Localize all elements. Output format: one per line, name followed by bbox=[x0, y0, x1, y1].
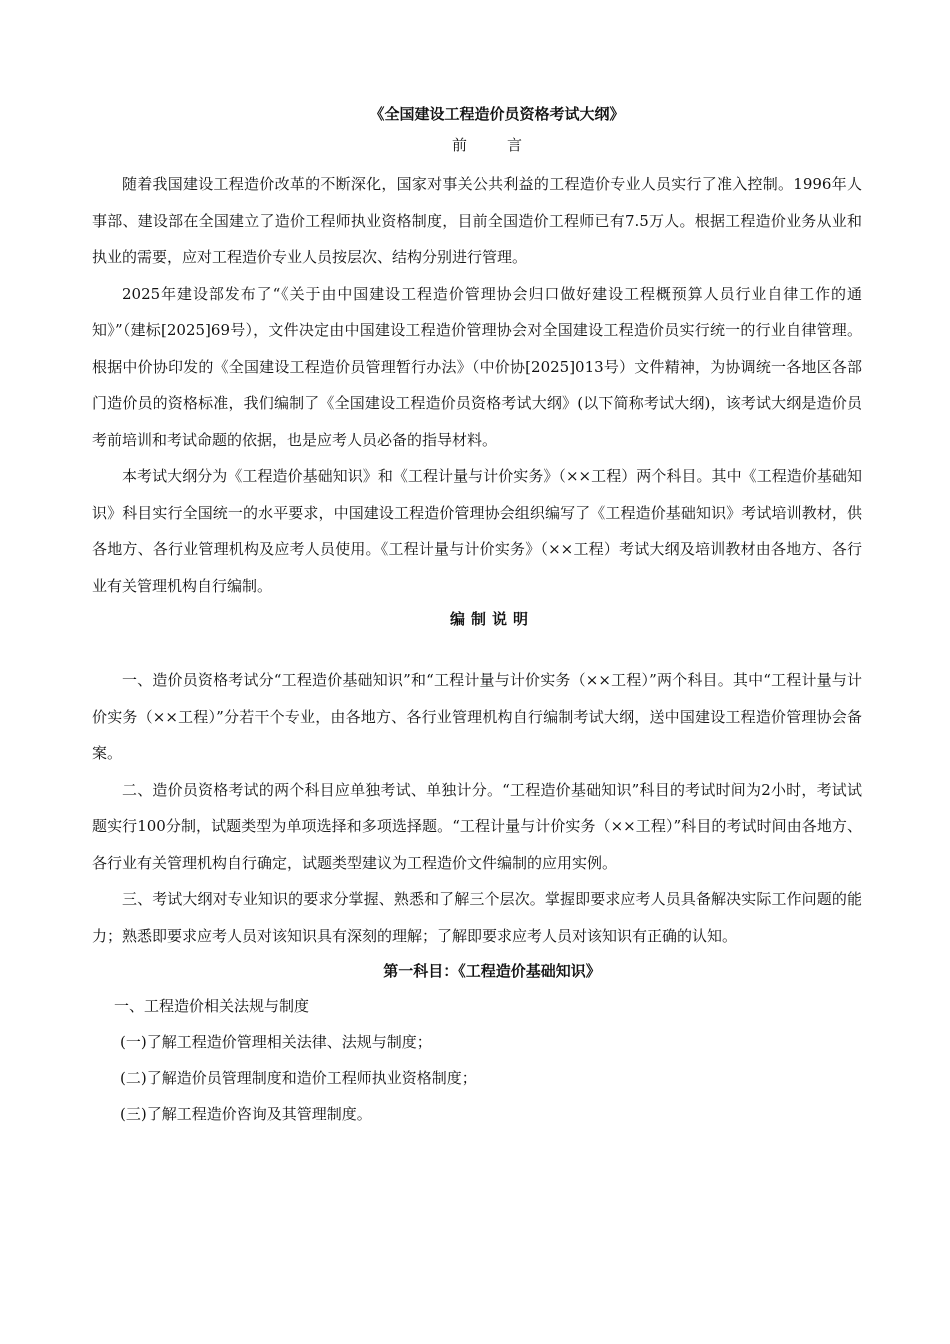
notes-paragraph: 一、造价员资格考试分“工程造价基础知识”和“工程计量与计价实务（××工程）”两个科目。其中“工程计量与计价实务（××工程）”分若干个专业，由各地方、各行业管理机构自行编制考试大纲，送中国建设工程造价管理协会备案。 bbox=[92, 671, 862, 762]
notes-paragraph: 二、造价员资格考试的两个科目应单独考试、单独计分。“工程造价基础知识”科目的考试时间为2小时，考试试题实行100分制，试题类型为单项选择和多项选择题。“工程计量与计价实务（××工程）”科目的考试时间由各地方、各行业有关管理机构自行确定，试题类型建议为工程造价文件编制的应用实例。 bbox=[92, 780, 862, 872]
document-title: 《全国建设工程造价员资格考试大纲》 bbox=[369, 105, 625, 123]
outline-item: (三)了解工程造价咨询及其管理制度。 bbox=[120, 1105, 372, 1123]
notes-heading: 编制说明 bbox=[449, 610, 534, 628]
preface-paragraph: 随着我国建设工程造价改革的不断深化，国家对事关公共利益的工程造价专业人员实行了准入控制。1996年人事部、建设部在全国建立了造价工程师执业资格制度，目前全国造价工程师已有7.5万人。根据工程造价业务从业和执业的需要，应对工程造价专业人员按层次、结构分别进行管理。 bbox=[92, 175, 862, 266]
subject-heading: 第一科目：《工程造价基础知识》 bbox=[383, 962, 601, 980]
preface-paragraph: 2025年建设部发布了“《关于由中国建设工程造价管理协会归口做好建设工程概预算人员行业自律工作的通知》”（建标[2025]69号），文件决定由中国建设工程造价管理协会对全国建设工程造价员实行统一的行业自律管理。根据中价协印发的《全国建设工程造价员管理暂行办法》（中价协[2025]013号）文件精神，为协调统一各地区各部门造价员的资格标准，我们编制了《全国建设工程造价员资格考试大纲》(以下简称考试大纲)，该考试大纲是造价员考前培训和考试命题的依据，也是应考人员必备的指导材料。 bbox=[92, 284, 862, 449]
preface-paragraph: 本考试大纲分为《工程造价基础知识》和《工程计量与计价实务》（××工程）两个科目。其中《工程造价基础知识》科目实行全国统一的水平要求，中国建设工程造价管理协会组织编写了《工程造价基础知识》考试培训教材，供各地方、各行业管理机构及应考人员使用。《工程计量与计价实务》（××工程）考试大纲及培训教材由各地方、各行业有关管理机构自行编制。 bbox=[92, 467, 862, 595]
outline-item: (二)了解造价员管理制度和造价工程师执业资格制度； bbox=[120, 1069, 477, 1087]
notes-paragraph: 三、考试大纲对专业知识的要求分掌握、熟悉和了解三个层次。掌握即要求应考人员具备解决实际工作问题的能力；熟悉即要求应考人员对该知识具有深刻的理解；了解即要求应考人员对该知识有正确的认知。 bbox=[92, 890, 862, 945]
outline-section-heading: 一、工程造价相关法规与制度 bbox=[114, 997, 310, 1015]
document-body bbox=[92, 100, 862, 1132]
preface-heading: 前言 bbox=[451, 136, 562, 154]
outline-item: (一)了解工程造价管理相关法律、法规与制度； bbox=[120, 1033, 432, 1051]
